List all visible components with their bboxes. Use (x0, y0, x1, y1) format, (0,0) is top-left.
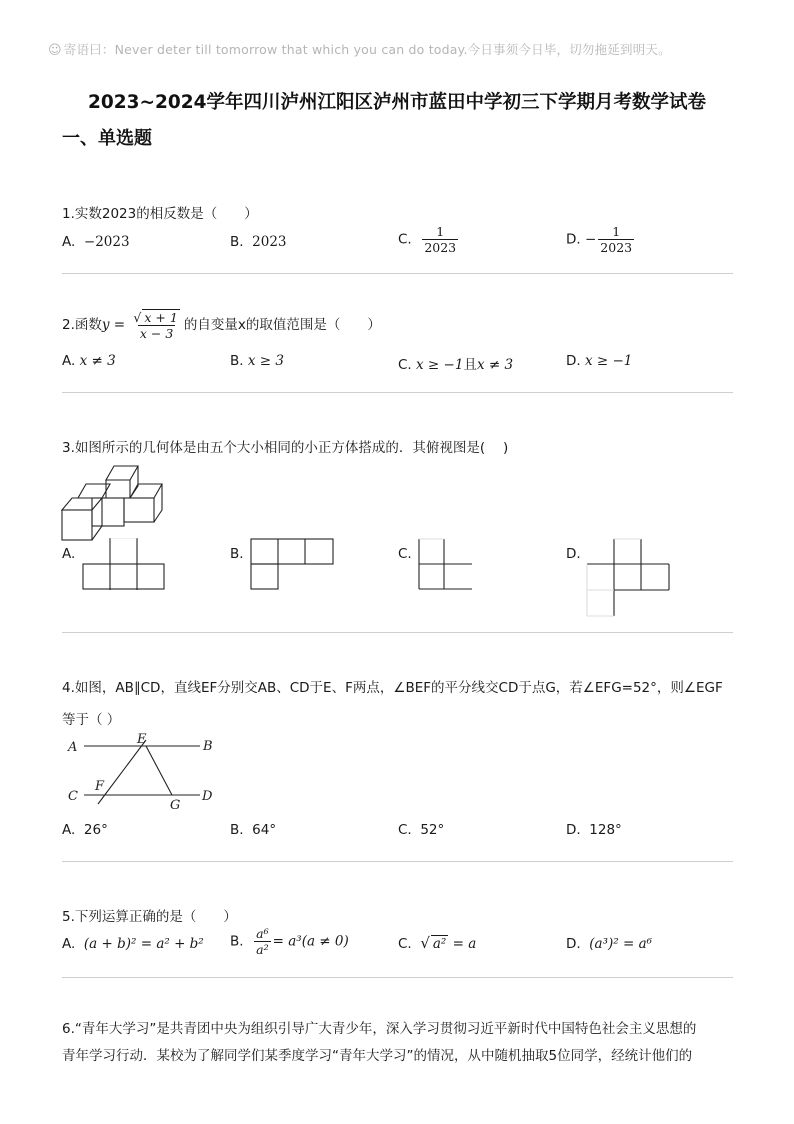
motto-text: 寄语曰：Never deter till tomorrow that which you can do today.今日事须今日毕，切勿拖延到明天。 (63, 42, 671, 57)
q5-option-b: B. $\frac{\text{a⁶}}{\text{a²}}$ = a³(a ≠ 0) (230, 926, 349, 957)
q3-option-d-label: D. (566, 546, 581, 562)
q1-option-d: D. − $\frac{1}{2023}$ (566, 224, 633, 255)
divider (62, 861, 733, 862)
q6-line-1: 6.“青年大学习”是共青团中央为组织引导广大青少年，深入学习贯彻习近平新时代中国特色社会主义思想的 (62, 1021, 697, 1037)
page-title: 2023~2024学年四川泸州江阳区泸州市蓝田中学初三下学期月考数学试卷 (88, 92, 706, 113)
divider (62, 632, 733, 633)
q3-stem: 3.如图所示的几何体是由五个大小相同的小正方体搭成的．其俯视图是( ) (62, 440, 509, 456)
q3-option-a-grid (82, 538, 166, 592)
q2-stem: 2.函数y = $\frac{√ x + 1}{x - 3}$ 的自变量x的取值范围是（ ） (62, 310, 381, 341)
q2-option-b: B. x ≥ 3 (230, 353, 284, 369)
divider (62, 392, 733, 393)
q4-option-a: A. 26° (62, 822, 108, 838)
bisector-eg (146, 746, 172, 795)
q3-option-b-label: B. (230, 546, 244, 562)
label-e: E (137, 732, 147, 747)
q3-option-a-label: A. (62, 546, 76, 562)
label-g: G (170, 798, 181, 812)
q5-b-fraction: $\frac{\text{a⁶}}{\text{a²}}$ (256, 926, 269, 957)
q5-option-c: C. √ a² = a (398, 934, 477, 952)
q4-option-d: D. 128° (566, 822, 622, 838)
q2-fraction: $\frac{√ x + 1}{x - 3}$ (133, 310, 178, 341)
q1-d-fraction: $\frac{1}{2023}$ (600, 224, 633, 255)
q3-option-c-label: C. (398, 546, 412, 562)
label-d: D (202, 789, 213, 804)
q1-option-c: C. $\frac{1}{2023}$ (398, 224, 457, 255)
divider (62, 977, 733, 978)
q3-solid-figure (60, 460, 170, 542)
motto-line (48, 40, 671, 58)
label-a: A (68, 740, 78, 755)
q3-option-d-grid (586, 538, 672, 618)
q1-c-fraction: $\frac{1}{2023}$ (424, 224, 457, 255)
divider (62, 273, 733, 274)
q5-stem: 5.下列运算正确的是（ ） (62, 909, 237, 925)
q6-stem (62, 1016, 734, 1070)
line-ef (98, 740, 146, 804)
q6-line-2: 青年学习行动．某校为了解同学们某季度学习“青年大学习”的情况，从中随机抽取5位同学，经统计他们的 (62, 1048, 693, 1064)
q2-option-a: A. x ≠ 3 (62, 353, 116, 369)
label-b: B (203, 739, 213, 754)
q3-option-b-grid (250, 538, 336, 592)
label-f: F (95, 779, 105, 794)
q1-stem: 1.实数2023的相反数是（ ） (62, 206, 258, 222)
q1-option-b: B. 2023 (230, 234, 287, 250)
smiley-icon: ☺ (48, 43, 62, 58)
q5-option-a: A. (a + b)² = a² + b² (62, 936, 204, 952)
label-c: C (68, 789, 78, 804)
q4-option-c: C. 52° (398, 822, 445, 838)
q4-stem-line1: 4.如图，AB∥CD，直线EF分别交AB、CD于E、F两点，∠BEF的平分线交CD于点G，若∠EFG=52°，则∠EGF (62, 680, 723, 696)
q5-option-d: D. (a³)² = a⁶ (566, 936, 653, 952)
q4-option-b: B. 64° (230, 822, 277, 838)
section-heading: 一、单选题 (62, 128, 152, 149)
q4-stem-line2: 等于（ ） (62, 712, 121, 728)
q3-option-c-grid (418, 538, 474, 592)
q2-option-c: C. x ≥ −1且x ≠ 3 (398, 357, 514, 373)
q1-option-a: A. −2023 (62, 234, 130, 250)
q4-parallel-lines-figure (62, 732, 222, 812)
q2-option-d: D. x ≥ −1 (566, 353, 633, 369)
